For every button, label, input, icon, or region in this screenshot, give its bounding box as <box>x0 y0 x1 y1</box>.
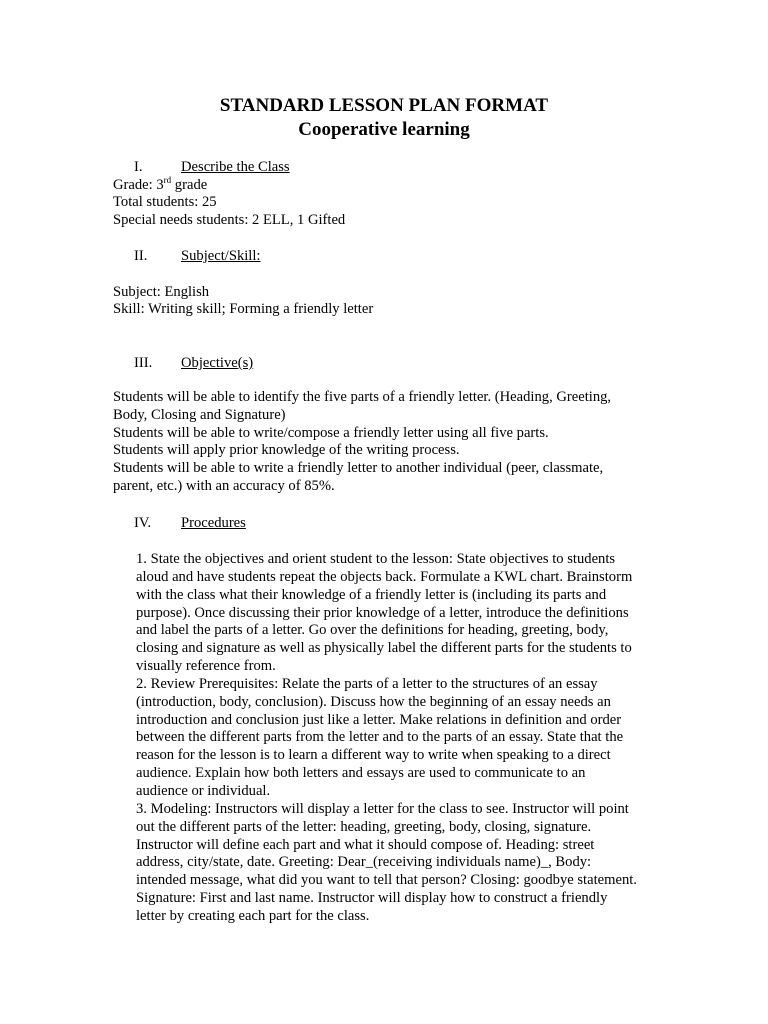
objective-line: Students will be able to write/compose a friendly letter using all five parts. <box>113 424 549 441</box>
objective-line: Students will apply prior knowledge of the writing process. <box>113 442 460 459</box>
procedure-line: letter by creating each part for the class. <box>136 907 370 924</box>
objective-line: Students will be able to write a friendly letter to another individual (peer, classmate, <box>113 460 604 477</box>
procedure-line: closing and signature as well as physically label the different parts for the students to <box>136 640 632 657</box>
procedure-line: audience. Explain how both letters and essays are used to communicate to an <box>136 765 586 782</box>
procedure-line: and label the parts of a letter. Go over the definitions for heading, greeting, body, <box>136 622 609 639</box>
procedure-line: Signature: First and last name. Instructor will display how to construct a friendly <box>136 890 608 907</box>
section-2-numeral: II. <box>134 248 148 264</box>
page-title: STANDARD LESSON PLAN FORMAT <box>219 95 549 116</box>
procedure-line: Instructor will define each part and what it should compose of. Heading: street <box>136 836 595 853</box>
procedure-line: reason for the lesson is to learn a different way to write when speaking to a direct <box>136 747 611 764</box>
procedures-paragraph <box>113 551 673 926</box>
grade-text: Grade: 3 <box>113 177 164 193</box>
procedure-line: 1. State the objectives and orient student to the lesson: State objectives to students <box>136 551 616 567</box>
procedure-line: between the different parts from the letter and to the parts of an essay. State that the <box>136 729 624 746</box>
section-4-heading: Procedures <box>181 515 246 531</box>
subject-line: Subject: English <box>113 284 210 300</box>
objective-line: Students will be able to identify the five parts of a friendly letter. (Heading, Greeting, <box>113 389 612 405</box>
grade-suffix: grade <box>171 177 208 193</box>
procedure-line: (introduction, body, conclusion). Discuss how the beginning of an essay needs an <box>136 693 611 710</box>
special-needs: Special needs students: 2 ELL, 1 Gifted <box>113 212 346 228</box>
grade-ordinal: rd <box>163 175 172 185</box>
section-3-heading: Objective(s) <box>181 355 254 371</box>
page-subtitle: Cooperative learning <box>298 119 470 140</box>
section-1-heading: Describe the Class <box>181 159 290 175</box>
section-4-numeral: IV. <box>134 515 152 531</box>
procedure-line: 2. Review Prerequisites: Relate the parts of a letter to the structures of an essay <box>136 675 598 692</box>
procedure-line: purpose). Once discussing their prior knowledge of a letter, introduce the definitions <box>136 604 629 621</box>
procedure-line: 3. Modeling: Instructors will display a letter for the class to see. Instructor will point <box>136 800 629 817</box>
objective-line: parent, etc.) with an accuracy of 85%. <box>113 477 335 494</box>
procedure-line: introduction and conclusion just like a letter. Make relations in definition and order <box>136 711 622 728</box>
section-3-numeral: III. <box>134 355 153 371</box>
procedure-line: aloud and have students repeat the objects back. Formulate a KWL chart. Brainstorm <box>136 568 633 585</box>
section-1-numeral: I. <box>134 159 143 175</box>
procedure-line: address, city/state, date. Greeting: Dear_(receiving individuals name)_, Body: <box>136 854 592 871</box>
procedure-line: out the different parts of the letter: heading, greeting, body, closing, signature. <box>136 818 592 835</box>
procedure-line: visually reference from. <box>136 658 276 675</box>
total-students: Total students: 25 <box>113 194 217 210</box>
section-2-heading: Subject/Skill: <box>181 248 261 264</box>
objectives-paragraph <box>113 389 633 496</box>
procedure-line: with the class what their knowledge of a friendly letter is (including its parts and <box>136 586 607 603</box>
skill-line: Skill: Writing skill; Forming a friendly letter <box>113 301 374 317</box>
objective-line: Body, Closing and Signature) <box>113 406 286 423</box>
procedure-line: intended message, what did you want to tell that person? Closing: goodbye statement. <box>136 872 637 889</box>
grade-line <box>113 176 207 194</box>
procedure-line: audience or individual. <box>136 782 271 799</box>
